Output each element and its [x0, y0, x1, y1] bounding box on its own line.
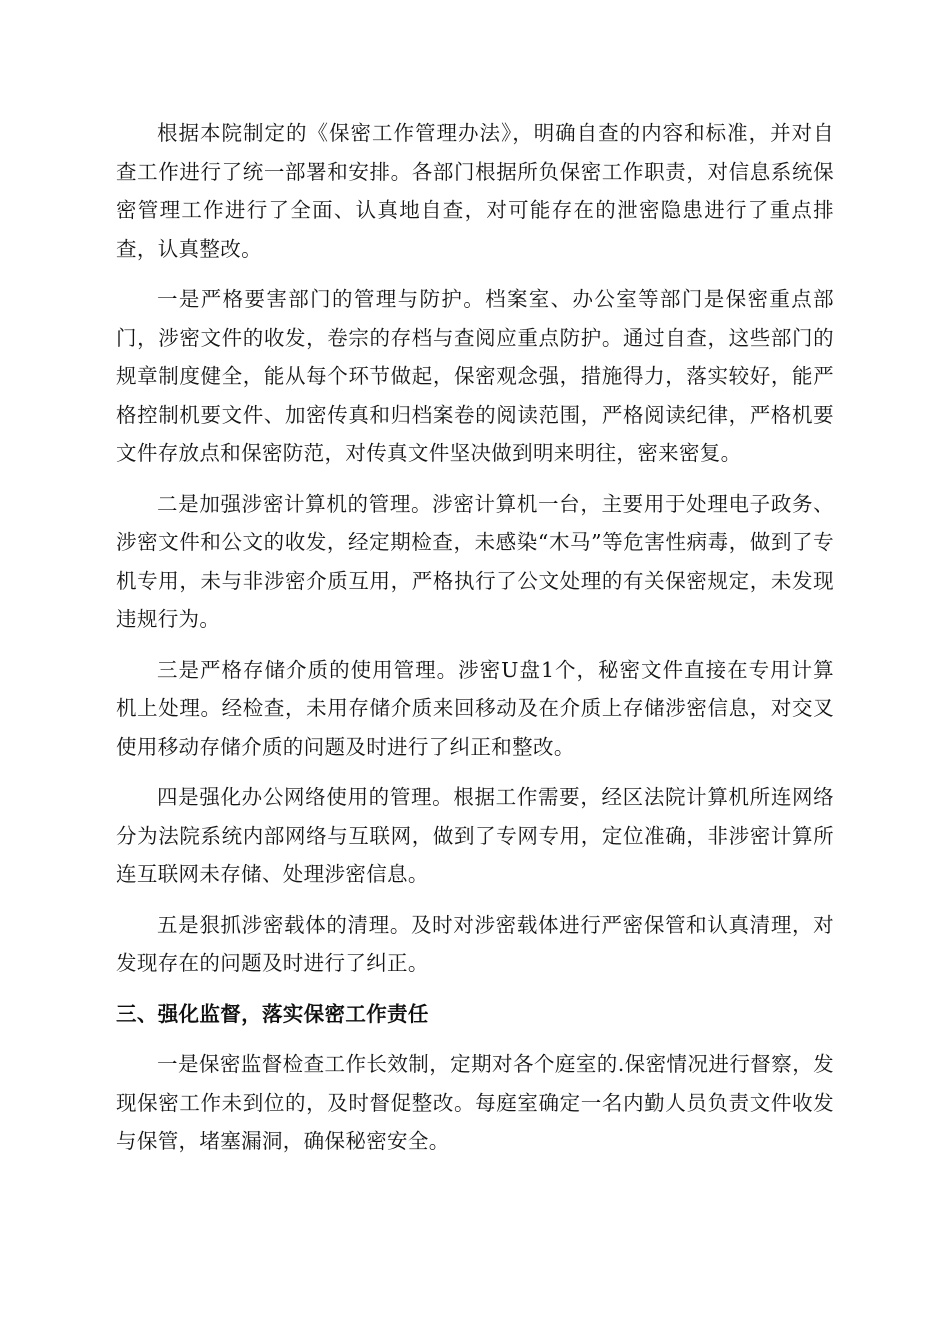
document-page — [116, 114, 834, 1173]
paragraph-supervision-mechanism: 一是保密监督检查工作长效制，定期对各个庭室的.保密情况进行督察，发现保密工作未到位的，及时督促整改。每庭室确定一名内勤人员负责文件收发与保管，堵塞漏洞，确保秘密安全。 — [116, 1052, 834, 1153]
paragraph-carrier-cleanup: 五是狠抓涉密载体的清理。及时对涉密载体进行严密保管和认真清理，对发现存在的问题及时进行了纠正。 — [116, 912, 834, 975]
paragraph-office-network: 四是强化办公网络使用的管理。根据工作需要，经区法院计算机所连网络分为法院系统内部网络与互联网，做到了专网专用，定位准确，非涉密计算所连互联网未存储、处理涉密信息。 — [116, 785, 834, 886]
paragraph-storage-media: 三是严格存储介质的使用管理。涉密U盘1个，秘密文件直接在专用计算机上处理。经检查，未用存储介质来回移动及在介质上存储涉密信息，对交叉使用移动存储介质的问题及时进行了纠正和整改。 — [116, 657, 834, 759]
paragraph-self-inspection: 根据本院制定的《保密工作管理办法》，明确自查的内容和标准，并对自查工作进行了统一部署和安排。各部门根据所负保密工作职责，对信息系统保密管理工作进行了全面、认真地自查，对可能存在的泄密隐患进行了重点排查，认真整改。 — [116, 121, 834, 261]
paragraph-key-departments: 一是严格要害部门的管理与防护。档案室、办公室等部门是保密重点部门，涉密文件的收发，卷宗的存档与查阅应重点防护。通过自查，这些部门的规章制度健全，能从每个环节做起，保密观念强，措施得力，落实较好，能严格控制机要文件、加密传真和归档案卷的阅读范围，严格阅读纪律，严格机要文件存放点和保密防范，对传真文件坚决做到明来明往，密来密复。 — [116, 287, 834, 465]
paragraph-classified-computer: 二是加强涉密计算机的管理。涉密计算机一台，主要用于处理电子政务、涉密文件和公文的收发，经定期检查，未感染“木马”等危害性病毒，做到了专机专用，未与非涉密介质互用，严格执行了公文处理的有关保密规定，未发现违规行为。 — [116, 491, 834, 631]
section-heading-supervision: 三、强化监督，落实保密工作责任 — [116, 1001, 429, 1026]
